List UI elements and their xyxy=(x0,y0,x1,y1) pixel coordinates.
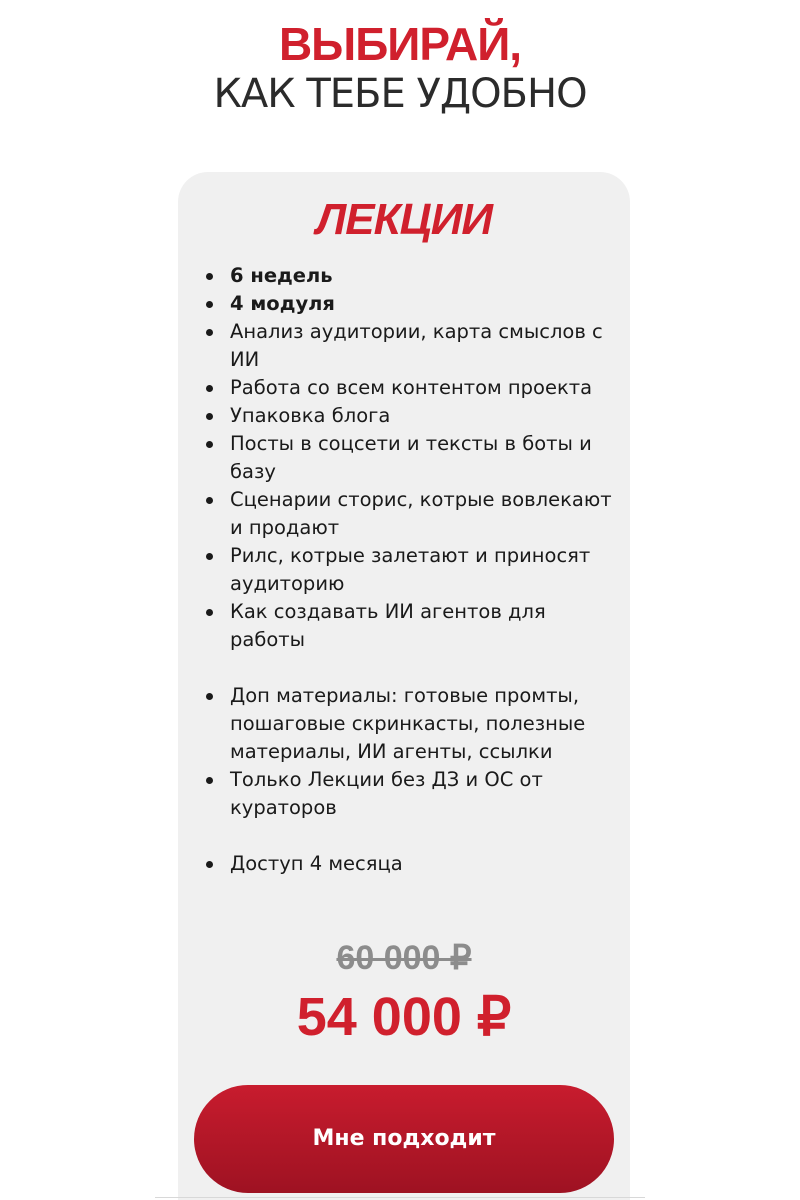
headline-main: КАК ТЕБЕ УДОБНО xyxy=(213,71,587,117)
page-header xyxy=(0,18,800,118)
plan-title: ЛЕКЦИИ xyxy=(316,195,492,244)
feature-list xyxy=(202,262,622,878)
feature-reels: Рилс, котрые залетают и приносят аудиторию xyxy=(202,542,622,598)
feature-stories-scripts: Сценарии сторис, котрые вовлекают и продают xyxy=(202,486,622,542)
select-plan-button[interactable]: Мне подходит xyxy=(194,1085,614,1193)
old-price: 60 000 ₽ xyxy=(336,939,472,977)
feature-access-period: Доступ 4 месяца xyxy=(202,850,622,878)
feature-social-posts: Посты в соцсети и тексты в боты и базу xyxy=(202,430,622,486)
feature-blog-packaging: Упаковка блога xyxy=(202,402,622,430)
divider xyxy=(155,1197,645,1198)
feature-content-work: Работа со всем контентом проекта xyxy=(202,374,622,402)
feature-modules: 4 модуля xyxy=(202,290,622,318)
feature-extra-materials: Доп материалы: готовые промты, пошаговые скринкасты, полезные материалы, ИИ агенты, ссылки xyxy=(202,682,622,766)
headline-accent: ВЫБИРАЙ, xyxy=(278,18,522,70)
feature-audience-analysis: Анализ аудитории, карта смыслов с ИИ xyxy=(202,318,622,374)
feature-lectures-only: Только Лекции без ДЗ и ОС от кураторов xyxy=(202,766,622,822)
new-price: 54 000 ₽ xyxy=(296,987,512,1047)
feature-duration: 6 недель xyxy=(202,262,622,290)
feature-ai-agents: Как создавать ИИ агентов для работы xyxy=(202,598,622,654)
